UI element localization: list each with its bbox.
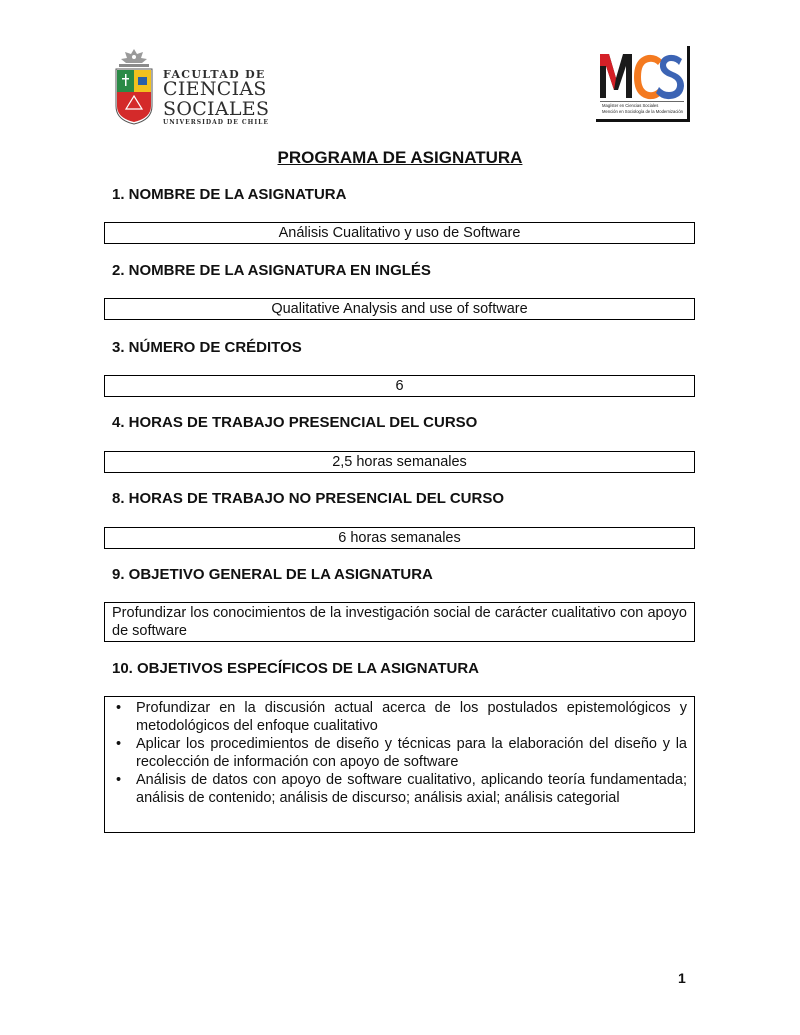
section-9-heading: 9. OBJETIVO GENERAL DE LA ASIGNATURA — [112, 566, 433, 583]
section-3-heading: 3. NÚMERO DE CRÉDITOS — [112, 339, 302, 356]
page-number: 1 — [678, 970, 686, 986]
section-2-heading: 2. NOMBRE DE LA ASIGNATURA EN INGLÉS — [112, 262, 431, 279]
university-name: UNIVERSIDAD DE CHILE — [163, 119, 269, 126]
section-1-heading: 1. NOMBRE DE LA ASIGNATURA — [112, 186, 347, 203]
bullet-icon: • — [116, 700, 122, 716]
page-title: PROGRAMA DE ASIGNATURA — [277, 148, 523, 167]
section-4-heading: 4. HORAS DE TRABAJO PRESENCIAL DEL CURSO — [112, 414, 478, 431]
objective-text-1: Profundizar en la discusión actual acerca de los postulados epistemológicos y metodológicos del enfoque cualitativo — [136, 700, 687, 734]
faculty-logo — [113, 48, 273, 126]
program-logo — [596, 46, 694, 122]
objective-text-3: Análisis de datos con apoyo de software cualitativo, aplicando teoría fundamentada; análisis de contenido; análisis de discurso; análisis axial; análisis categorial — [136, 772, 687, 806]
course-name-box: Análisis Cualitativo y uso de Software — [104, 222, 695, 244]
list-item — [113, 699, 687, 735]
general-objective-box: Profundizar los conocimientos de la investigación social de carácter cualitativo con apoyo de software — [104, 602, 695, 642]
list-item — [113, 771, 687, 807]
independent-hours-box: 6 horas semanales — [104, 527, 695, 549]
list-item — [113, 735, 687, 771]
objective-text-2: Aplicar los procedimientos de diseño y técnicas para la elaboración del diseño y la recolección de información con apoyo de software — [136, 736, 687, 770]
course-name-english-box: Qualitative Analysis and use of software — [104, 298, 695, 320]
section-8-heading: 8. HORAS DE TRABAJO NO PRESENCIAL DEL CURSO — [112, 490, 504, 507]
section-10-heading: 10. OBJETIVOS ESPECÍFICOS DE LA ASIGNATURA — [112, 660, 480, 677]
faculty-name-line-3: SOCIALES — [163, 98, 270, 120]
university-crest-icon — [113, 48, 155, 126]
specific-objectives-box — [104, 696, 695, 833]
faculty-name-line-1: FACULTAD DE — [163, 68, 266, 81]
program-logo-subtitle-2: Mención en Sociología de la Modernización — [602, 109, 684, 114]
contact-hours-box: 2,5 horas semanales — [104, 451, 695, 473]
credits-box: 6 — [104, 375, 695, 397]
faculty-name-line-2: CIENCIAS — [163, 78, 267, 100]
bullet-icon: • — [116, 772, 122, 788]
specific-objectives-list — [113, 699, 687, 807]
bullet-icon: • — [116, 736, 122, 752]
program-logo-subtitle-1: Magíster en Ciencias Sociales — [602, 103, 659, 108]
